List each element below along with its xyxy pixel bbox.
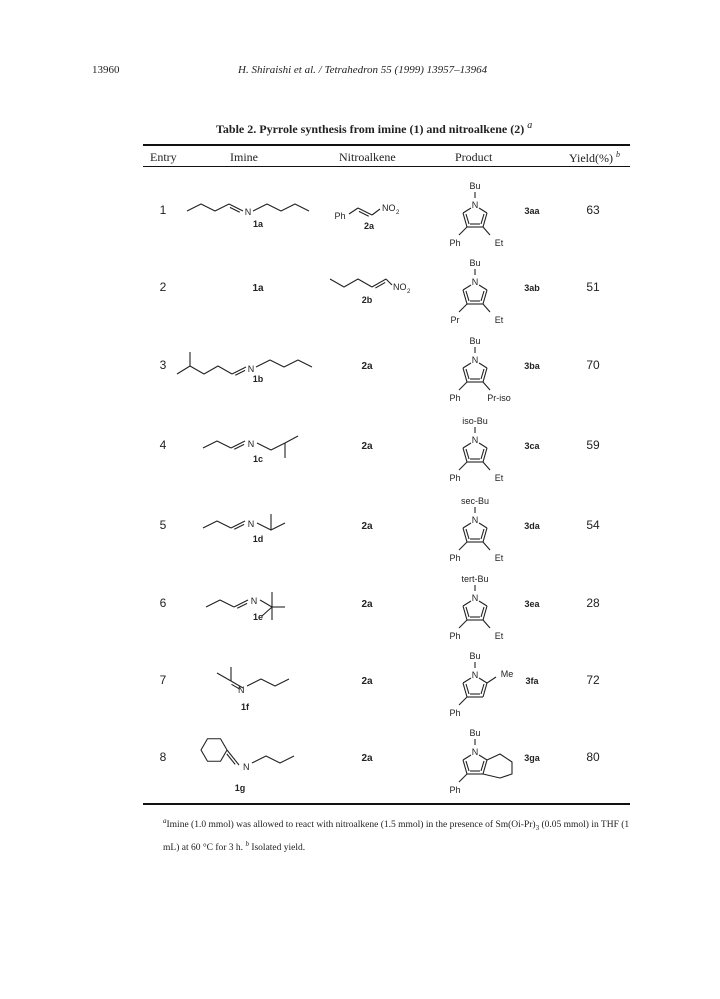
yield-value: 59 <box>586 438 600 452</box>
pyrrole-nitrogen: N <box>471 747 479 757</box>
nitro-phenyl-label: Ph <box>334 211 346 221</box>
footnote-b-mark: b <box>245 840 249 849</box>
entry-number: 3 <box>159 358 167 372</box>
c4-substituent-label: Et <box>494 238 504 248</box>
c4-substituent-bond <box>483 227 490 235</box>
n-substituent-label: iso-Bu <box>462 416 488 426</box>
pyrrole-double-bond <box>481 529 484 539</box>
pyrrole-double-bond <box>466 684 469 694</box>
nitro-chain <box>330 279 372 287</box>
imine-chain <box>203 441 231 448</box>
running-head: H. Shiraishi et al. / Tetrahedron 55 (1999) 13957–13964 <box>238 64 488 76</box>
footnote-a-text-cont: (0.05 mmol) in THF (1 mL) at 60 °C for 3 h. <box>163 820 630 854</box>
imine-nitrogen: N <box>247 519 255 529</box>
pyrrole-double-bond <box>466 761 469 771</box>
nitro-bond <box>386 279 392 285</box>
nitroalkene-label: 2a <box>361 361 373 372</box>
c4-substituent-label: Et <box>494 315 504 325</box>
table-footnote <box>163 813 633 856</box>
c4-substituent-label: Et <box>494 631 504 641</box>
imine-nitrogen: N <box>247 364 255 374</box>
c3-substituent-bond <box>459 462 467 470</box>
c3-substituent-label: Ph <box>449 393 461 403</box>
tbutyl-bond <box>262 607 272 616</box>
pyrrole-bond <box>479 601 487 606</box>
cyclohexane-ring <box>201 739 227 762</box>
c3-substituent-bond <box>459 382 467 390</box>
pyrrole-bond <box>479 678 487 683</box>
yield-value: 51 <box>586 280 600 294</box>
pyrrole-bond <box>463 601 471 606</box>
n-substituent-label: Bu <box>469 181 481 191</box>
pyrrole-double-bond <box>481 449 484 459</box>
c3-substituent-label: Ph <box>449 631 461 641</box>
yield-value: 54 <box>586 518 600 532</box>
nitro-group-label: NO <box>382 203 396 213</box>
pyrrole-double-bond <box>466 214 469 224</box>
entry-number: 5 <box>159 518 167 532</box>
c4-substituent-bond <box>483 620 490 628</box>
imine-nitrogen: N <box>247 439 255 449</box>
pyrrole-nitrogen: N <box>471 515 479 525</box>
nitro-bond <box>349 208 358 214</box>
imine-branch <box>285 436 298 443</box>
yield-value: 72 <box>586 673 600 687</box>
pyrrole-bond <box>479 363 487 368</box>
imine-label: 1a <box>252 283 264 294</box>
footnote-b-text: Isolated yield. <box>248 843 306 854</box>
nitro-group-subscript: 2 <box>396 210 400 216</box>
nitroalkene-label: 2a <box>361 676 373 687</box>
footnote-a-text: Imine (1.0 mmol) was allowed to react with nitroalkene (1.5 mmol) in the presence of Sm(Oi-Pr) <box>166 820 536 831</box>
pyrrole-bond <box>463 363 471 368</box>
imine-bond <box>217 673 231 681</box>
page-number: 13960 <box>92 64 120 76</box>
product-label: 3ca <box>524 441 540 451</box>
yield-value: 70 <box>586 358 600 372</box>
imine-bond <box>260 600 272 607</box>
imine-chain <box>257 443 285 450</box>
fused-cyclohexane-ring <box>483 754 512 778</box>
product-label: 3ga <box>524 753 540 763</box>
pyrrole-bond <box>479 208 487 213</box>
c4-substituent-label: Pr-iso <box>487 393 511 403</box>
nitroalkene-label: 2a <box>361 521 373 532</box>
imine-chain <box>252 756 294 763</box>
product-label: 3fa <box>525 676 539 686</box>
pyrrole-double-bond <box>481 684 484 694</box>
c4-substituent-label: Et <box>494 553 504 563</box>
n-substituent-label: Bu <box>469 258 481 268</box>
table-title-footnote-mark: a <box>527 120 533 131</box>
entry-number: 1 <box>159 203 167 217</box>
imine-label: 1f <box>240 702 250 712</box>
nitroalkene-label: 2a <box>361 441 373 452</box>
nitro-group-subscript: 2 <box>407 289 411 295</box>
pyrrole-bond <box>479 443 487 448</box>
c3-substituent-bond <box>459 620 467 628</box>
header-imine: Imine <box>230 150 258 164</box>
pyrrole-double-bond <box>481 761 484 771</box>
header-yield-text: Yield(%) <box>569 151 613 165</box>
header-yield-footnote-mark: b <box>616 150 620 159</box>
nitroalkene-label: 2b <box>361 295 373 305</box>
nitroalkene-label: 2a <box>363 221 375 231</box>
pyrrole-double-bond <box>481 607 484 617</box>
c3-substituent-label: Ph <box>449 553 461 563</box>
entry-number: 2 <box>159 280 167 294</box>
c5-substituent-label: Me <box>500 669 514 679</box>
entry-number: 6 <box>159 596 167 610</box>
imine-label: 1b <box>252 374 264 384</box>
yield-value: 28 <box>586 596 600 610</box>
pyrrole-nitrogen: N <box>471 355 479 365</box>
product-label: 3ea <box>524 599 540 609</box>
pyrrole-double-bond <box>481 369 484 379</box>
entry-number: 4 <box>159 438 167 452</box>
imine-chain <box>256 360 312 367</box>
pyrrole-bond <box>463 523 471 528</box>
c4-substituent-label: Et <box>494 473 504 483</box>
footnote-a-mark: a <box>163 817 167 825</box>
pyrrole-bond <box>463 755 471 760</box>
yield-value: 80 <box>586 750 600 764</box>
nitroalkene-label: 2a <box>361 753 373 764</box>
yield-value: 63 <box>586 203 600 217</box>
c4-substituent-bond <box>483 542 490 550</box>
nitro-group-label: NO <box>393 282 407 292</box>
pyrrole-nitrogen: N <box>471 435 479 445</box>
imine-label: 1e <box>252 612 264 622</box>
c3-substituent-bond <box>459 542 467 550</box>
pyrrole-bond <box>463 443 471 448</box>
nitroalkene-label: 2a <box>361 599 373 610</box>
c3-substituent-bond <box>459 304 467 312</box>
n-substituent-label: Bu <box>469 336 481 346</box>
pyrrole-double-bond <box>481 291 484 301</box>
imine-nitrogen: N <box>238 685 245 695</box>
nitro-bond <box>372 209 380 215</box>
pyrrole-double-bond <box>466 369 469 379</box>
c3-substituent-label: Pr <box>450 315 460 325</box>
c3-substituent-bond <box>459 697 467 705</box>
header-product: Product <box>455 150 493 164</box>
c3-substituent-bond <box>459 227 467 235</box>
c3-substituent-label: Ph <box>449 785 461 795</box>
header-nitroalkene: Nitroalkene <box>339 150 396 164</box>
product-label: 3da <box>524 521 540 531</box>
table-title-text: Table 2. Pyrrole synthesis from imine (1) and nitroalkene (2) <box>216 122 525 136</box>
pyrrole-double-bond <box>466 607 469 617</box>
pyrrole-nitrogen: N <box>471 670 479 680</box>
pyrrole-nitrogen: N <box>471 277 479 287</box>
imine-chain <box>206 600 234 607</box>
entry-number: 8 <box>159 750 167 764</box>
imine-nitrogen: N <box>250 596 258 606</box>
pyrrole-bond <box>479 755 487 760</box>
imine-chain <box>247 679 289 686</box>
imine-label: 1g <box>234 783 246 793</box>
n-substituent-label: tert-Bu <box>461 574 489 584</box>
pyrrole-bond <box>479 285 487 290</box>
header-entry: Entry <box>150 150 177 164</box>
imine-chain <box>187 204 229 211</box>
imine-label: 1d <box>252 534 264 544</box>
pyrrole-double-bond <box>466 449 469 459</box>
pyrrole-bond <box>463 208 471 213</box>
pyrrole-nitrogen: N <box>471 593 479 603</box>
imine-nitrogen: N <box>243 762 250 772</box>
n-substituent-label: Bu <box>469 651 481 661</box>
imine-label: 1c <box>252 454 264 464</box>
c5-substituent-bond <box>487 677 496 683</box>
c3-substituent-bond <box>459 774 467 782</box>
imine-branch <box>177 352 190 374</box>
imine-chain <box>203 521 231 528</box>
imine-label: 1a <box>252 219 264 229</box>
entry-number: 7 <box>159 673 167 687</box>
c3-substituent-label: Ph <box>449 238 461 248</box>
pyrrole-bond <box>479 523 487 528</box>
nitro-double-bond <box>375 282 385 288</box>
c3-substituent-label: Ph <box>449 473 461 483</box>
pyrrole-double-bond <box>466 529 469 539</box>
imine-double-bond <box>227 750 239 765</box>
n-substituent-label: sec-Bu <box>460 496 490 506</box>
pyrrole-nitrogen: N <box>471 200 479 210</box>
c4-substituent-bond <box>483 382 490 390</box>
pyrrole-bond <box>463 678 471 683</box>
product-label: 3ab <box>524 283 540 293</box>
product-label: 3aa <box>524 206 540 216</box>
product-label: 3ba <box>524 361 540 371</box>
imine-nitrogen: N <box>244 207 252 217</box>
imine-chain <box>190 366 232 374</box>
c4-substituent-bond <box>483 462 490 470</box>
pyrrole-double-bond <box>481 214 484 224</box>
c3-substituent-label: Ph <box>449 708 461 718</box>
n-substituent-label: Bu <box>469 728 481 738</box>
footnote-a-subscript: 3 <box>535 824 540 833</box>
imine-chain <box>253 204 309 211</box>
pyrrole-double-bond <box>466 291 469 301</box>
pyrrole-bond <box>463 285 471 290</box>
c4-substituent-bond <box>483 304 490 312</box>
